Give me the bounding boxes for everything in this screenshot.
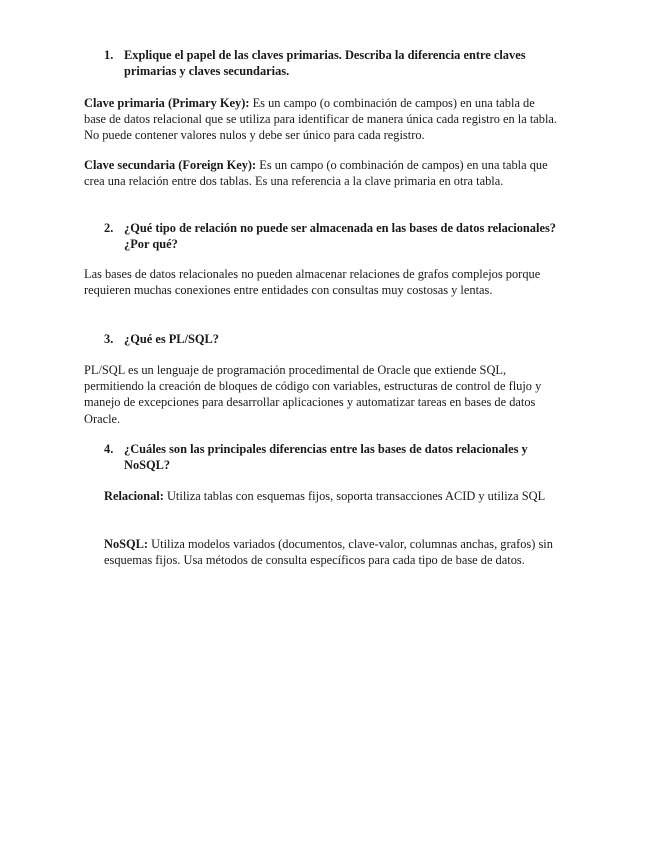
question-number: 4. [104, 442, 114, 456]
paragraph-text: Es un campo (o combinación de campos) en una tabla que crea una relación entre dos tablas. Es una referencia a la clave primaria en otra tabla. [84, 158, 548, 189]
question-text: ¿Cuáles son las principales diferencias entre las bases de datos relacionales y NoSQL? [124, 442, 528, 473]
question-text: ¿Qué es PL/SQL? [124, 332, 220, 346]
term-label: Clave secundaria (Foreign Key): [84, 158, 257, 172]
question-4 [104, 441, 574, 473]
question-number: 2. [104, 221, 114, 235]
paragraph-text: Utiliza tablas con esquemas fijos, soporta transacciones ACID y utiliza SQL [163, 489, 546, 503]
answer-paragraph-relational [104, 488, 562, 504]
paragraph-text: Las bases de datos relacionales no pueden almacenar relaciones de grafos complejos porque requieren muchas conexiones entre entidades con consultas muy costosas y lentas. [84, 267, 541, 298]
paragraph-text: Es un campo (o combinación de campos) en una tabla de base de datos relacional que se utiliza para identificar de manera única cada registro en la tabla. No puede contener valores nulos y debe ser único para cada registro. [84, 96, 558, 143]
question-1 [104, 47, 574, 79]
question-2 [104, 220, 574, 252]
question-text: ¿Qué tipo de relación no puede ser almacenada en las bases de datos relacionales? ¿Por qué? [124, 221, 556, 252]
answer-paragraph-relations [84, 266, 558, 298]
paragraph-text: PL/SQL es un lenguaje de programación procedimental de Oracle que extiende SQL, permitiendo la creación de bloques de código con variables, estructuras de control de flujo y manejo de excepciones para desarrollar aplicaciones y automatizar tareas en bases de datos Oracle. [84, 363, 542, 426]
term-label: Clave primaria (Primary Key): [84, 96, 250, 110]
question-number: 1. [104, 48, 114, 62]
answer-paragraph-foreign-key [84, 157, 558, 189]
term-label: NoSQL: [104, 537, 149, 551]
question-3 [104, 331, 574, 347]
answer-paragraph-primary-key [84, 95, 558, 144]
paragraph-text: Utiliza modelos variados (documentos, clave-valor, columnas anchas, grafos) sin esquemas fijos. Usa métodos de consulta específicos para cada tipo de base de datos. [104, 537, 553, 568]
term-label: Relacional: [104, 489, 164, 503]
answer-paragraph-plsql [84, 362, 558, 427]
question-number: 3. [104, 332, 114, 346]
answer-paragraph-nosql [104, 536, 562, 568]
question-text: Explique el papel de las claves primarias. Describa la diferencia entre claves primarias y claves secundarias. [124, 48, 526, 79]
